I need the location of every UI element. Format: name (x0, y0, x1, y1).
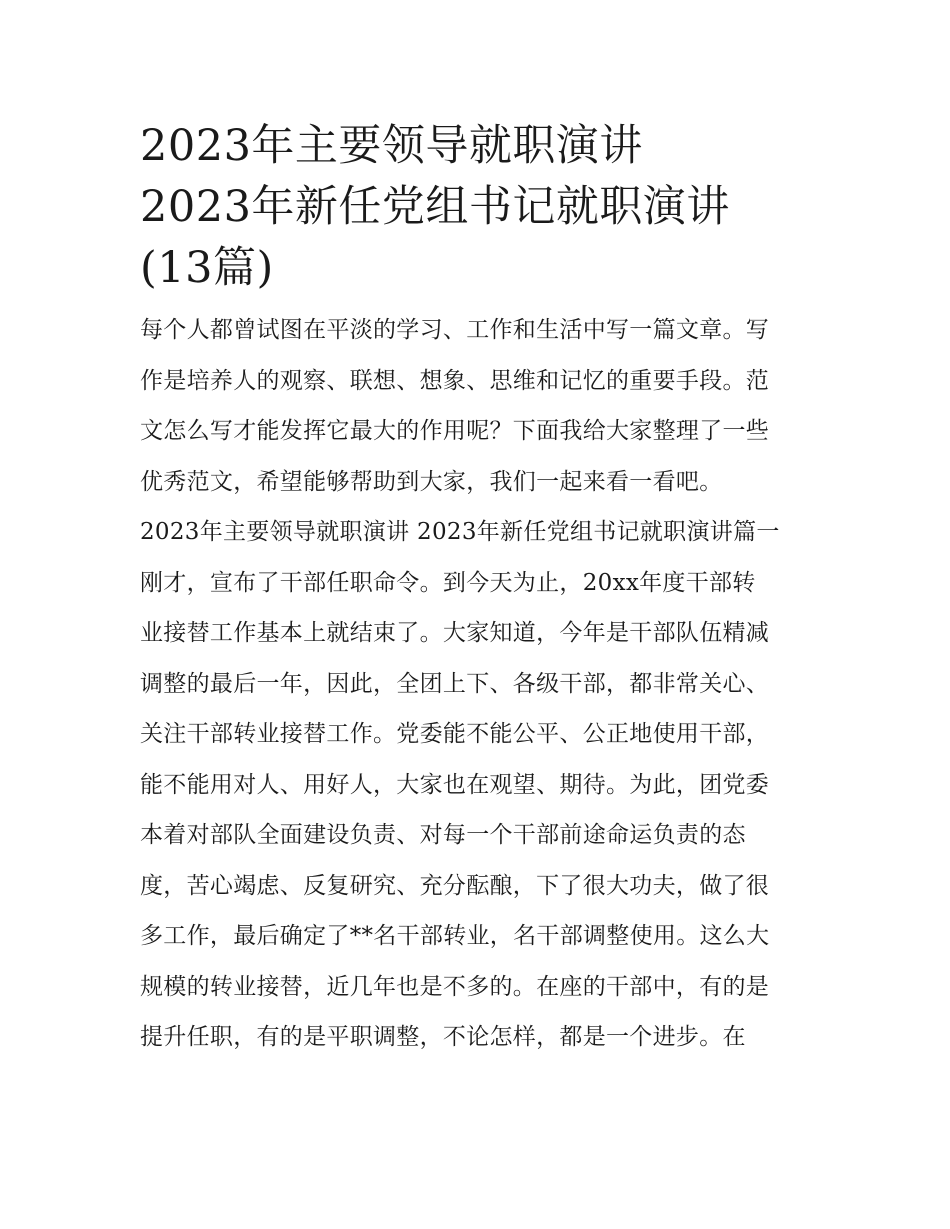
body-line: 提升任职，有的是平职调整，不论怎样，都是一个进步。在 (140, 1024, 746, 1050)
body-line: 文怎么写才能发挥它最大的作用呢？下面我给大家整理了一些 (140, 418, 770, 444)
document-page (140, 116, 812, 1063)
body-line: 能不能用对人、用好人，大家也在观望、期待。为此，团党委 (140, 771, 770, 798)
body-line: 多工作，最后确定了**名干部转业，名干部调整使用。这么大 (140, 923, 770, 949)
body-line: 每个人都曾试图在平淡的学习、工作和生活中写一篇文章。写 (140, 317, 770, 343)
body-line: 规模的转业接替，近几年也是不多的。在座的干部中，有的是 (140, 973, 770, 1000)
body-line: 2023年主要领导就职演讲 2023年新任党组书记就职演讲篇一 (140, 519, 780, 545)
body-line: 业接替工作基本上就结束了。大家知道，今年是干部队伍精减 (140, 620, 770, 646)
body-line: 本着对部队全面建设负责、对每一个干部前途命运负责的态 (140, 822, 746, 848)
title-line-1: 2023年主要领导就职演讲 (140, 121, 643, 171)
body-line: 关注干部转业接替工作。党委能不能公平、公正地使用干部， (140, 721, 770, 747)
body-line: 刚才，宣布了干部任职命令。到今天为止，20xx年度干部转 (140, 569, 756, 596)
body-line: 作是培养人的观察、联想、想象、思维和记忆的重要手段。范 (140, 367, 770, 394)
document-title (140, 116, 812, 299)
title-line-3: (13篇) (140, 243, 274, 293)
body-line: 优秀范文，希望能够帮助到大家，我们一起来看一看吧。 (140, 468, 723, 495)
document-body (140, 305, 812, 1063)
body-line: 度，苦心竭虑、反复研究、充分酝酿，下了很大功夫，做了很 (140, 872, 770, 899)
title-line-2: 2023年新任党组书记就职演讲 (140, 182, 730, 232)
body-line: 调整的最后一年，因此，全团上下、各级干部，都非常关心、 (140, 670, 770, 697)
